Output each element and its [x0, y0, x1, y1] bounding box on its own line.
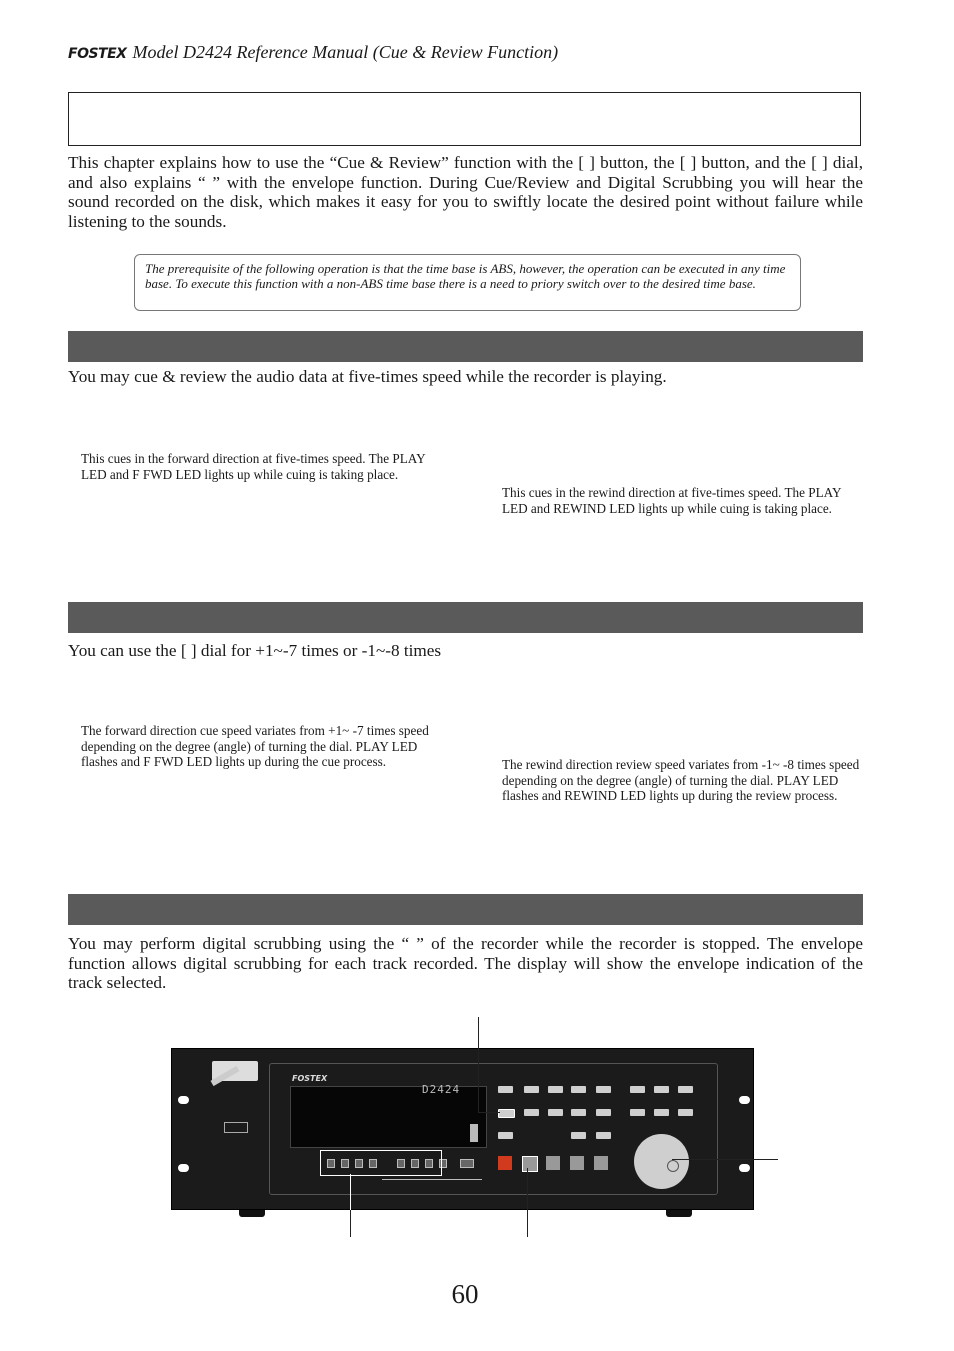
- function-button[interactable]: [548, 1086, 563, 1093]
- shift-button[interactable]: [498, 1109, 515, 1118]
- stop-button[interactable]: [522, 1156, 538, 1172]
- rack-hole: [178, 1096, 189, 1104]
- function-button[interactable]: [596, 1132, 611, 1139]
- callout-line-stop: [527, 1168, 528, 1237]
- rack-foot: [239, 1210, 265, 1217]
- function-button[interactable]: [498, 1086, 513, 1093]
- jog-dial-dimple: [667, 1160, 679, 1172]
- function-button[interactable]: [548, 1109, 563, 1116]
- play-button[interactable]: [546, 1156, 560, 1170]
- section2-intro: You can use the [ ] dial for +1~-7 times or -1~-8 times: [68, 641, 442, 660]
- function-button[interactable]: [498, 1132, 513, 1139]
- chapter-title-box: [68, 92, 861, 146]
- rack-foot: [666, 1210, 692, 1217]
- callout-box-tracks: [320, 1150, 442, 1176]
- function-button[interactable]: [524, 1109, 539, 1116]
- function-button[interactable]: [630, 1109, 645, 1116]
- page-header: [68, 42, 558, 63]
- select-button[interactable]: [460, 1159, 474, 1168]
- function-button[interactable]: [654, 1109, 669, 1116]
- callout-line-shift: [478, 1017, 479, 1112]
- section1-right-text: This cues in the rewind direction at five-times speed. The PLAY LED and REWIND LED lights up while cuing is taking place.: [502, 485, 842, 516]
- section1-left-text: This cues in the forward direction at five-times speed. The PLAY LED and F FWD LED lights up while cuing is taking place.: [81, 451, 426, 482]
- display-indicator: [470, 1124, 478, 1142]
- function-button[interactable]: [654, 1086, 669, 1093]
- recorder-chassis: [171, 1048, 754, 1210]
- section3-intro: You may perform digital scrubbing using the “ ” of the recorder while the recorder is stopped. The envelope function allows digital scrubbing for each track recorded. The display will show the envelope indication of the track selected.: [68, 934, 863, 992]
- function-button[interactable]: [678, 1086, 693, 1093]
- jog-dial[interactable]: [634, 1134, 689, 1189]
- rewind-button[interactable]: [570, 1156, 584, 1170]
- manual-title: Model D2424 Reference Manual (Cue & Review Function): [132, 42, 559, 62]
- section-heading-bar-1: [68, 331, 863, 362]
- fast-forward-button[interactable]: [594, 1156, 608, 1170]
- callout-line-tracks: [350, 1210, 351, 1237]
- device-brand-logo: FOSTEX: [292, 1074, 328, 1083]
- function-button[interactable]: [630, 1086, 645, 1093]
- callout-line-shift: [478, 1112, 500, 1113]
- function-button[interactable]: [571, 1132, 586, 1139]
- slot: [224, 1122, 248, 1133]
- rack-hole: [739, 1164, 750, 1172]
- section-heading-bar-3: [68, 894, 863, 925]
- section2-left-text: The forward direction cue speed variates from +1~ -7 times speed depending on the degree (angle) of turning the dial. PLAY LED flashes and F FWD LED lights up during the cue process.: [81, 723, 429, 769]
- rack-hole: [178, 1164, 189, 1172]
- model-logo: D2424: [422, 1083, 461, 1096]
- brand-logo: FOSTEX: [68, 46, 127, 62]
- function-button[interactable]: [571, 1109, 586, 1116]
- page-number: 60: [451, 1279, 479, 1309]
- function-button[interactable]: [571, 1086, 586, 1093]
- function-button[interactable]: [678, 1109, 693, 1116]
- section2-right-text: The rewind direction review speed variates from -1~ -8 times speed depending on the degree (angle) of turning the dial. PLAY LED flashes and REWIND LED lights up during the review process.: [502, 757, 860, 803]
- panel-line: [382, 1179, 482, 1180]
- section-heading-bar-2: [68, 602, 863, 633]
- function-button[interactable]: [524, 1086, 539, 1093]
- function-button[interactable]: [596, 1086, 611, 1093]
- function-button[interactable]: [596, 1109, 611, 1116]
- section1-intro: You may cue & review the audio data at five-times speed while the recorder is playing.: [68, 367, 667, 386]
- callout-line-dial: [672, 1159, 778, 1160]
- intro-paragraph: This chapter explains how to use the “Cue & Review” function with the [ ] button, the [ ] button, and the [ ] dial, and also explains “ ” with the envelope function. During Cue/Review and Digital Scrubbing you will hear the sound recorded on the disk, which makes it easy for you to swiftly locate the desired point without failure while listening to the sounds.: [68, 153, 863, 231]
- rack-hole: [739, 1096, 750, 1104]
- note-box: The prerequisite of the following operation is that the time base is ABS, however, the operation can be executed in any time base. To execute this function with a non-ABS time base there is a need to priory switch over to the desired time base.: [134, 254, 801, 311]
- record-button[interactable]: [498, 1156, 512, 1170]
